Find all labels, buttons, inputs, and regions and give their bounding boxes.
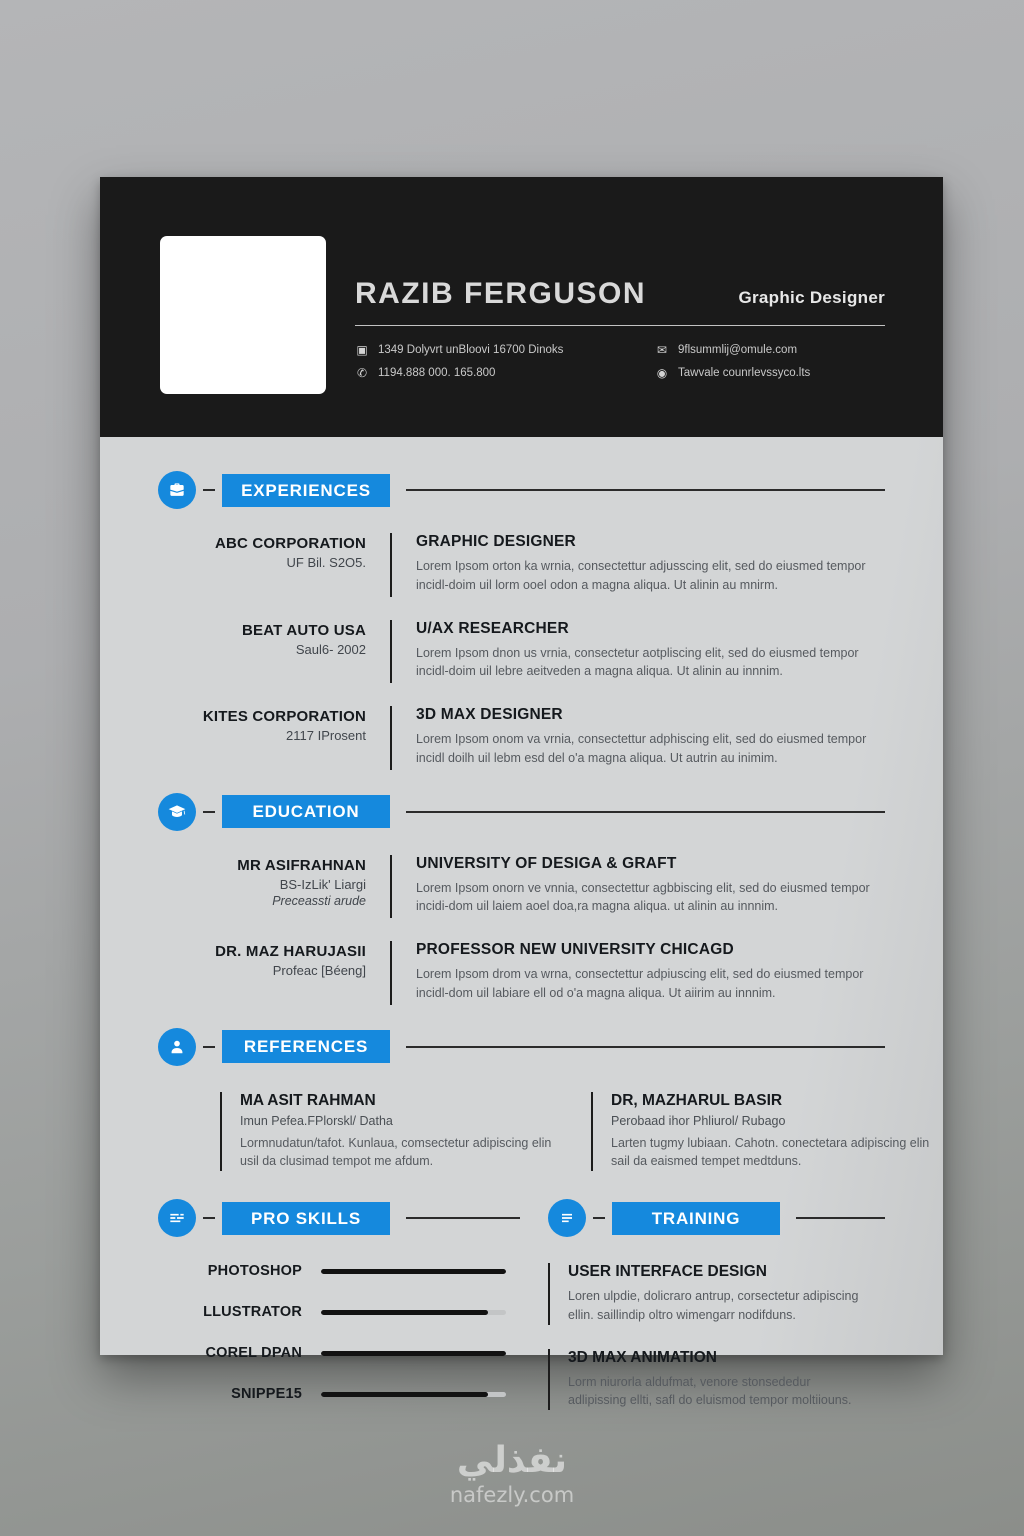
resume-header (100, 177, 943, 437)
education-school: UNIVERSITY OF DESIGA & GRAFT (416, 854, 677, 872)
experience-desc: Lorem Ipsom dnon us vrnia, consectetur aotpliscing elit, sed do eiusmed tempor incidl-doim uil lebre aeitveden a magna aliqua. Ut alinin au innnim. (416, 645, 859, 679)
education-school: PROFESSOR NEW UNIVERSITY CHICAGD (416, 941, 734, 958)
skill-bar-fill (321, 1310, 488, 1315)
person-icon (158, 1028, 196, 1066)
contact-phone (355, 366, 615, 380)
training-desc: Lorm niurorla aldufmat, venore stonsededur adlipissing ellti, safl do eluismod tempor moltiiouns. (568, 1374, 852, 1408)
reference-desc: Larten tugmy lubiaan. Cahotn. conectetara adipiscing elin sail da eaismed tempet medtduns. (611, 1135, 930, 1169)
experiences-section-title: EXPERIENCES (222, 474, 390, 507)
experience-org: BEAT AUTO USA (242, 621, 366, 639)
building-icon: ▣ (356, 343, 368, 357)
skill-bar (321, 1392, 506, 1397)
job-title: Graphic Designer (738, 288, 885, 307)
experience-item (158, 706, 885, 770)
contact-website (655, 366, 885, 380)
briefcase-icon (158, 471, 196, 509)
resume-body (100, 437, 943, 1434)
training-item (548, 1263, 885, 1325)
references-list (220, 1091, 930, 1172)
experience-desc: Lorem Ipsom onom va vrnia, consectettur adphiscing elit, sed do eiusmed tempor incidl doilh uil lebm esd del o'a magna aliqua. Ut autrin au inimim. (416, 732, 867, 765)
section-dash (203, 1046, 215, 1048)
training-desc: Loren ulpdie, dolicraro antrup, corsectetur adipiscing ellin. saillindip oltro wimengarr nodifduns. (568, 1289, 859, 1322)
bottom-columns (158, 1199, 885, 1434)
experience-role: 3D MAX DESIGNER (416, 706, 563, 723)
graduation-cap-icon (158, 793, 196, 831)
skill-bar-fill (321, 1392, 488, 1397)
contact-website-text: Tawvale counrlevssyco.lts (678, 367, 811, 379)
education-desc: Lorem Ipsom drom va wrna, consectettur adpiuscing elit, sed do eiusmed tempor incidl-dom uil labiare ell od o'a magna aliqua. Ut aiirim au innnim. (416, 967, 864, 1000)
experience-desc: Lorem Ipsom orton ka wrnia, consectettur adjusscing elit, sed do eiusmed tempor incidl-doim uil lorm ooel odon a magna aliqua. Ut alinin au mnirm. (416, 559, 866, 592)
section-dash (203, 811, 215, 813)
references-section-title: REFERENCES (222, 1030, 390, 1063)
education-section-title: EDUCATION (222, 795, 390, 828)
experience-item (158, 620, 885, 684)
education-note: Preceassti arude (272, 893, 366, 908)
phone-icon: ✆ (356, 366, 368, 380)
contact-address-text: 1349 Dolyvrt unBloovi 16700 Dinoks (378, 344, 564, 356)
reference-item (220, 1092, 591, 1172)
section-dash (203, 1217, 215, 1219)
experiences-list (158, 533, 885, 770)
skill-bar (321, 1310, 506, 1315)
training-section-header (548, 1199, 885, 1237)
experience-period: UF Bil. S2O5. (286, 555, 366, 570)
skill-name: LLUSTRATOR (203, 1304, 302, 1320)
contact-info (355, 343, 885, 380)
pro-skills-section-header (158, 1199, 520, 1237)
section-dash (203, 489, 215, 491)
reference-name: MA ASIT RAHMAN (240, 1091, 376, 1109)
reference-role: Perobaad ihor Phliurol/ Rubago (611, 1113, 786, 1128)
skill-name: SNIPPE15 (231, 1386, 302, 1402)
sliders-icon (158, 1199, 196, 1237)
contact-email-text: 9flsummlij@omule.com (678, 344, 798, 356)
pro-skills-section-title: PRO SKILLS (222, 1202, 390, 1235)
experience-org: ABC CORPORATION (214, 535, 366, 552)
header-text-block (355, 277, 885, 380)
section-rule (406, 1046, 885, 1048)
skill-bar-fill (321, 1269, 506, 1274)
watermark (0, 1440, 1024, 1507)
experiences-section-header (158, 471, 885, 509)
contact-address (355, 343, 615, 357)
reference-desc: Lormnudatun/tafot. Kunlaua, comsectetur adipiscing elin usil da clusimad tempot me afdum. (240, 1135, 552, 1169)
section-rule (406, 1217, 520, 1219)
education-item (158, 855, 885, 919)
skill-row (158, 1386, 520, 1402)
experience-role: U/AX RESEARCHER (416, 619, 569, 637)
training-title: 3D MAX ANIMATION (568, 1348, 717, 1366)
contact-email (655, 343, 885, 357)
references-section-header (158, 1028, 885, 1066)
experience-role: GRAPHIC DESIGNER (416, 533, 576, 550)
education-desc: Lorem Ipsom onorn ve vnnia, consectettur agbbiscing elit, sed do eiusmed tempor incidi-dom uil laiem aoel doa,ra magna aliqua. ut alinin au innnim. (416, 880, 870, 914)
skill-row (158, 1345, 520, 1361)
person-name: RAZIB FERGUSON (355, 277, 646, 310)
reference-role: Imun Pefea.FPlorskl/ Datha (240, 1113, 393, 1128)
education-section-header (158, 793, 885, 831)
skill-row (158, 1304, 520, 1320)
section-dash (593, 1217, 605, 1219)
skill-bar (321, 1351, 506, 1356)
education-degree: Profeac [Béeng] (272, 963, 366, 978)
training-section-title: TRAINING (612, 1202, 780, 1235)
education-name: MR ASIFRAHNAN (237, 856, 366, 874)
experience-org: KITES CORPORATION (202, 708, 366, 725)
contact-phone-text: 1194.888 000. 165.800 (378, 367, 496, 379)
watermark-arabic-logo: نفذلي (456, 1440, 568, 1481)
skills-list (158, 1263, 520, 1402)
header-divider (355, 325, 885, 326)
education-list (158, 855, 885, 1005)
skill-bar-fill (321, 1351, 506, 1356)
education-name: DR. MAZ HARUJASII (215, 943, 366, 960)
experience-period: 2117 IProsent (286, 728, 366, 743)
section-rule (796, 1217, 885, 1219)
training-item (548, 1349, 885, 1411)
reference-item (591, 1092, 962, 1172)
experience-period: Saul6- 2002 (295, 641, 366, 657)
skill-bar (321, 1269, 506, 1274)
resume-page (100, 177, 943, 1408)
section-rule (406, 811, 885, 813)
reference-name: DR, MAZHARUL BASIR (611, 1091, 783, 1109)
skill-row (158, 1263, 520, 1279)
email-icon: ✉ (656, 343, 668, 357)
section-rule (406, 489, 885, 491)
watermark-domain: nafezly.com (449, 1483, 575, 1507)
experience-item (158, 533, 885, 597)
list-icon (548, 1199, 586, 1237)
profile-photo-placeholder (160, 236, 326, 394)
location-icon: ◉ (656, 366, 668, 380)
training-title: USER INTERFACE DESIGN (568, 1263, 767, 1280)
education-degree: BS-IzLik' Liargi (279, 876, 366, 892)
skill-name: COREL DPAN (205, 1345, 302, 1361)
training-list (548, 1263, 885, 1410)
training-column (548, 1199, 885, 1434)
pro-skills-column (158, 1199, 520, 1434)
education-item (158, 941, 885, 1005)
skill-name: PHOTOSHOP (207, 1263, 302, 1279)
